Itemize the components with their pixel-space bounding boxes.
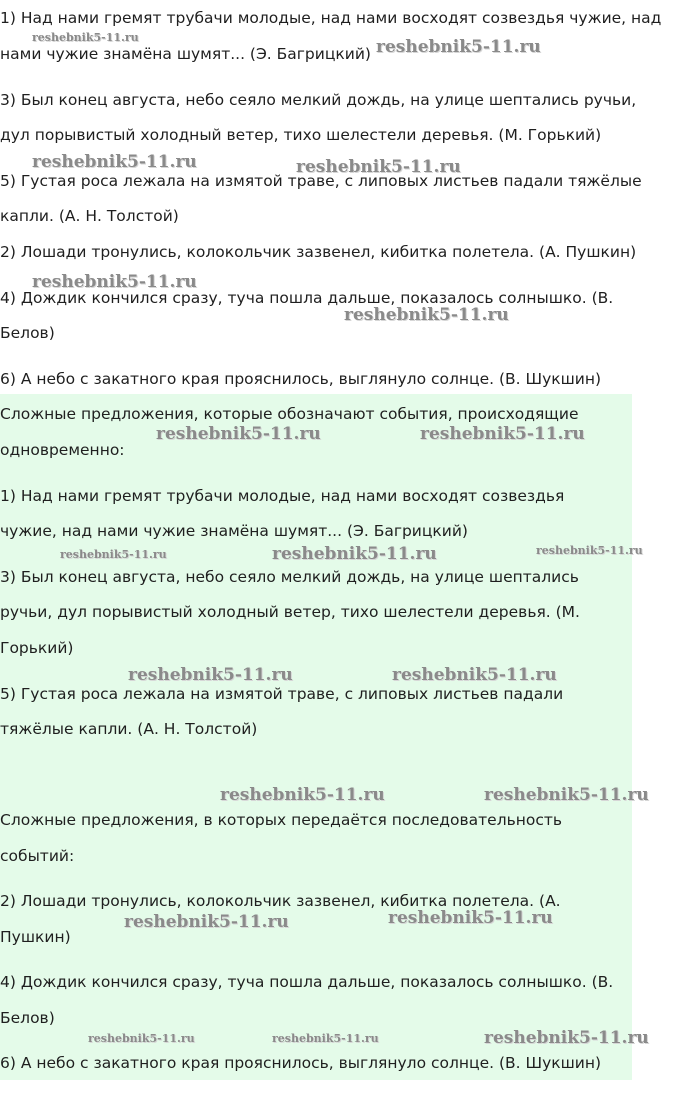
answer-sentence-3-line-2: ручьи, дул порывистый холодный ветер, тихо шелестели деревья. (М. xyxy=(0,603,580,621)
answer-sentence-2-line-2: Пушкин) xyxy=(0,928,71,946)
answer-sentence-3-line-3: Горький) xyxy=(0,639,74,657)
answer-sentence-1-line-1: 1) Над нами гремят трубачи молодые, над нами восходят созвездья xyxy=(0,487,565,505)
watermark: reshebnik5-11.ru xyxy=(124,912,289,932)
watermark: reshebnik5-11.ru xyxy=(420,424,585,444)
answer-sentence-2-line-1: 2) Лошади тронулись, колокольчик зазвенел, кибитка полетела. (А. xyxy=(0,892,561,910)
watermark: reshebnik5-11.ru xyxy=(272,544,437,564)
answer-sentence-4-line-1: 4) Дождик кончился сразу, туча пошла дальше, показалось солнышко. (В. xyxy=(0,973,614,991)
answer-sentence-3-line-1: 3) Был конец августа, небо сеяло мелкий дождь, на улице шептались xyxy=(0,568,579,586)
watermark: reshebnik5-11.ru xyxy=(32,272,197,292)
watermark: reshebnik5-11.ru xyxy=(220,785,385,805)
watermark: reshebnik5-11.ru xyxy=(32,152,197,172)
answer-sentence-5-line-2: тяжёлые капли. (А. Н. Толстой) xyxy=(0,720,258,738)
sentence-1-line-2: нами чужие знамёна шумят... (Э. Багрицкий) xyxy=(0,45,371,63)
answer-heading-sequential-line-1: Сложные предложения, в которых передаётся последовательность xyxy=(0,811,563,829)
sentence-3-line-2: дул порывистый холодный ветер, тихо шелестели деревья. (М. Горький) xyxy=(0,126,602,144)
answer-heading-sequential-line-2: событий: xyxy=(0,847,75,865)
watermark: reshebnik5-11.ru xyxy=(484,1028,649,1048)
watermark: reshebnik5-11.ru xyxy=(32,31,139,44)
sentence-2-line-1: 2) Лошади тронулись, колокольчик зазвенел, кибитка полетела. (А. Пушкин) xyxy=(0,243,637,261)
sentence-5-line-2: капли. (А. Н. Толстой) xyxy=(0,207,179,225)
answer-sentence-4-line-2: Белов) xyxy=(0,1009,55,1027)
sentence-4-line-2: Белов) xyxy=(0,324,55,342)
answer-heading-simultaneous-line-2: одновременно: xyxy=(0,441,125,459)
watermark: reshebnik5-11.ru xyxy=(536,544,643,557)
sentence-4-line-1: 4) Дождик кончился сразу, туча пошла дальше, показалось солнышко. (В. xyxy=(0,289,614,307)
answer-sentence-6-line-1: 6) А небо с закатного края прояснилось, выглянуло солнце. (В. Шукшин) xyxy=(0,1054,602,1072)
sentence-1-line-1: 1) Над нами гремят трубачи молодые, над нами восходят созвездья чужие, над xyxy=(0,9,662,27)
watermark: reshebnik5-11.ru xyxy=(376,37,541,57)
sentence-5-line-1: 5) Густая роса лежала на измятой траве, с липовых листьев падали тяжёлые xyxy=(0,172,642,190)
watermark: reshebnik5-11.ru xyxy=(60,548,167,561)
sentence-3-line-1: 3) Был конец августа, небо сеяло мелкий дождь, на улице шептались ручьи, xyxy=(0,91,637,109)
watermark: reshebnik5-11.ru xyxy=(484,785,649,805)
answer-sentence-1-line-2: чужие, над нами чужие знамёна шумят... (Э. Багрицкий) xyxy=(0,522,468,540)
watermark: reshebnik5-11.ru xyxy=(128,665,293,685)
watermark: reshebnik5-11.ru xyxy=(388,908,553,928)
watermark: reshebnik5-11.ru xyxy=(344,305,509,325)
answer-sentence-5-line-1: 5) Густая роса лежала на измятой траве, с липовых листьев падали xyxy=(0,685,564,703)
watermark: reshebnik5-11.ru xyxy=(296,157,461,177)
sentence-6-line-1: 6) А небо с закатного края прояснилось, выглянуло солнце. (В. Шукшин) xyxy=(0,370,602,388)
watermark: reshebnik5-11.ru xyxy=(272,1032,379,1045)
watermark: reshebnik5-11.ru xyxy=(392,665,557,685)
watermark: reshebnik5-11.ru xyxy=(88,1032,195,1045)
answer-heading-simultaneous-line-1: Сложные предложения, которые обозначают события, происходящие xyxy=(0,405,579,423)
watermark: reshebnik5-11.ru xyxy=(156,424,321,444)
